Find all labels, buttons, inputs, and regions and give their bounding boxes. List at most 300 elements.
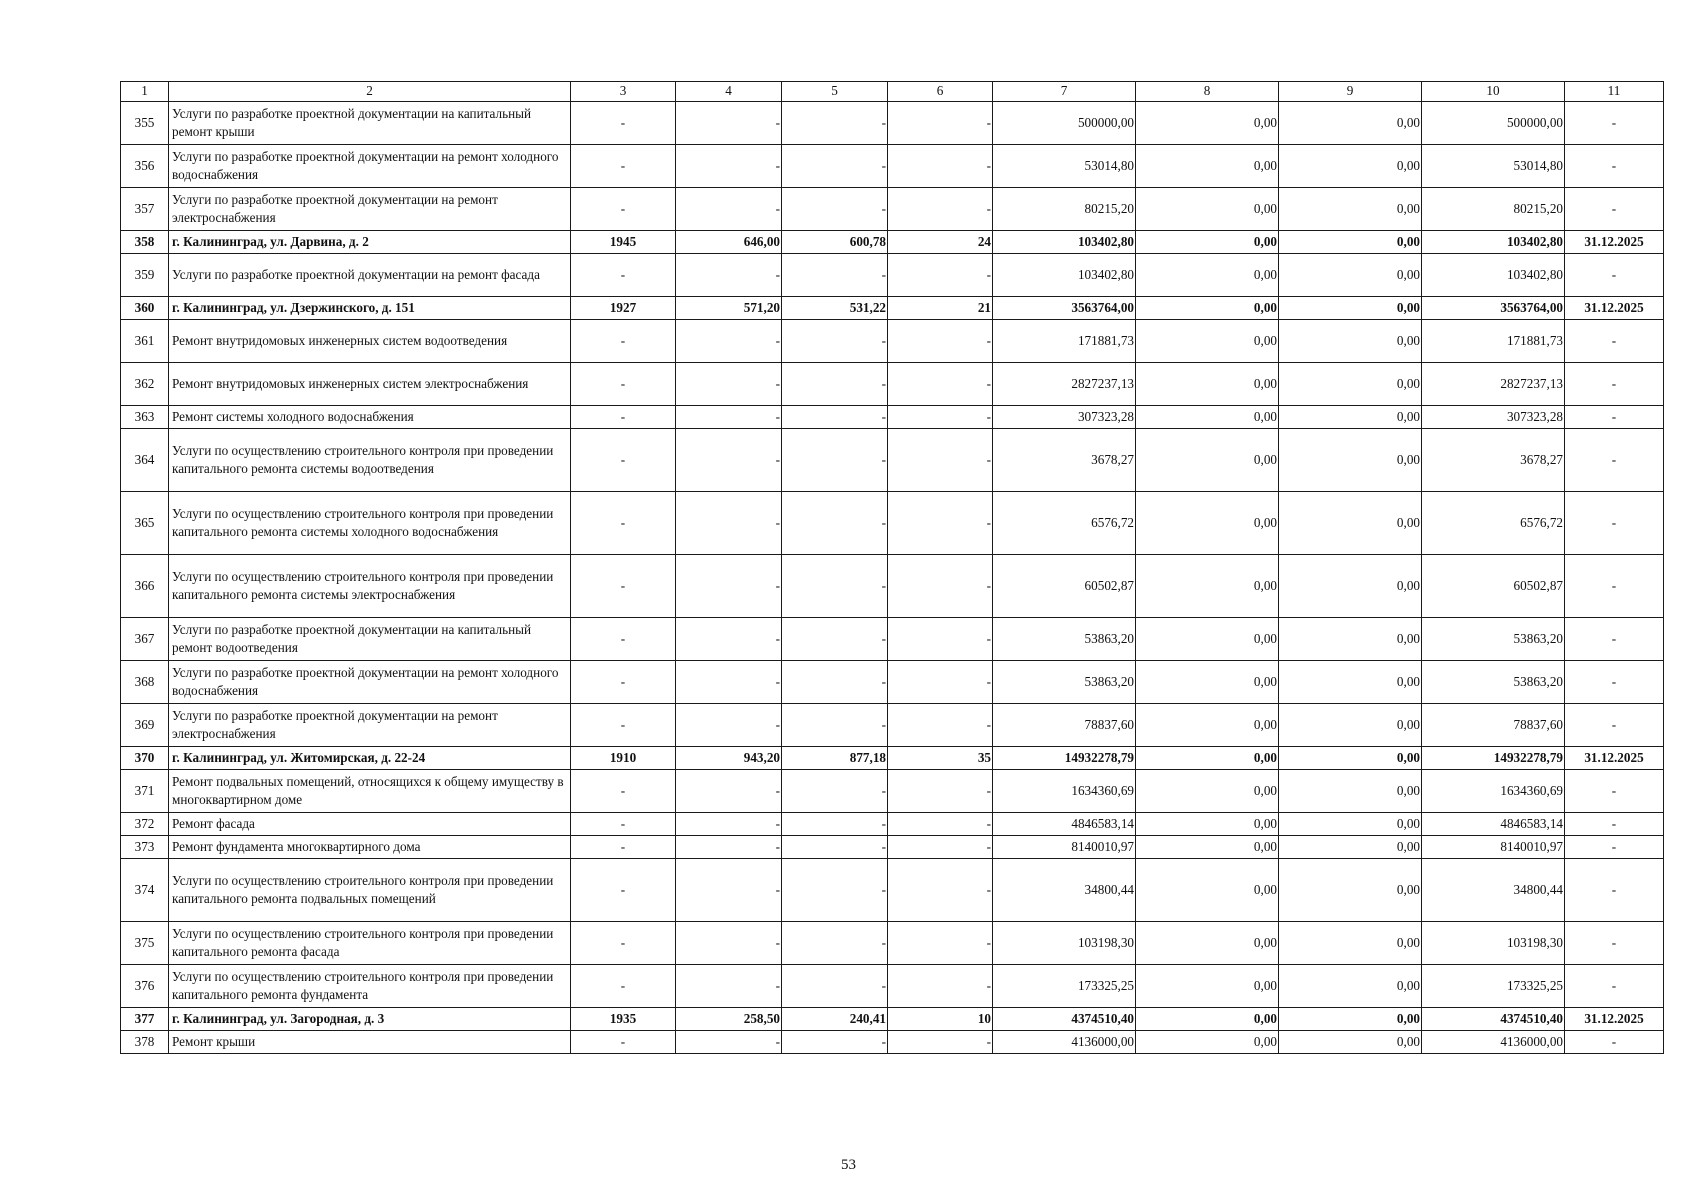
deadline-cell: 31.12.2025 xyxy=(1565,1008,1664,1031)
residents-count-cell: - xyxy=(888,145,993,188)
work-description: Ремонт системы холодного водоснабжения xyxy=(169,406,571,429)
total-cost-cell: 4374510,40 xyxy=(993,1008,1136,1031)
budget-cost-cell: 0,00 xyxy=(1279,254,1422,297)
living-area-cell: - xyxy=(782,492,888,555)
work-description: Ремонт фундамента многоквартирного дома xyxy=(169,836,571,859)
owners-cost-cell: 78837,60 xyxy=(1422,704,1565,747)
work-description: Ремонт внутридомовых инженерных систем водоотведения xyxy=(169,320,571,363)
budget-cost-cell: 0,00 xyxy=(1279,661,1422,704)
living-area-cell: 531,22 xyxy=(782,297,888,320)
living-area-cell: - xyxy=(782,102,888,145)
residents-count-cell: - xyxy=(888,363,993,406)
owners-cost-cell: 171881,73 xyxy=(1422,320,1565,363)
residents-count-cell: 24 xyxy=(888,231,993,254)
budget-cost-cell: 0,00 xyxy=(1279,188,1422,231)
budget-cost-cell: 0,00 xyxy=(1279,922,1422,965)
living-area-cell: 600,78 xyxy=(782,231,888,254)
deadline-cell: - xyxy=(1565,618,1664,661)
year-built-cell: - xyxy=(571,922,676,965)
work-description: г. Калининград, ул. Загородная, д. 3 xyxy=(169,1008,571,1031)
residents-count-cell: - xyxy=(888,836,993,859)
year-built-cell: - xyxy=(571,859,676,922)
living-area-cell: - xyxy=(782,254,888,297)
work-row xyxy=(121,836,1664,859)
living-area-cell: - xyxy=(782,661,888,704)
year-built-cell: - xyxy=(571,363,676,406)
total-cost-cell: 3563764,00 xyxy=(993,297,1136,320)
total-cost-cell: 6576,72 xyxy=(993,492,1136,555)
budget-cost-cell: 0,00 xyxy=(1279,704,1422,747)
residents-count-cell: - xyxy=(888,406,993,429)
total-cost-cell: 173325,25 xyxy=(993,965,1136,1008)
work-row xyxy=(121,922,1664,965)
budget-cost-cell: 0,00 xyxy=(1279,320,1422,363)
address-row xyxy=(121,231,1664,254)
row-number: 356 xyxy=(121,145,169,188)
budget-cost-cell: 0,00 xyxy=(1279,145,1422,188)
fund-cost-cell: 0,00 xyxy=(1136,363,1279,406)
work-description: Ремонт внутридомовых инженерных систем электроснабжения xyxy=(169,363,571,406)
work-description: Ремонт фасада xyxy=(169,813,571,836)
residents-count-cell: 21 xyxy=(888,297,993,320)
fund-cost-cell: 0,00 xyxy=(1136,661,1279,704)
living-area-cell: - xyxy=(782,188,888,231)
year-built-cell: - xyxy=(571,188,676,231)
residents-count-cell: 10 xyxy=(888,1008,993,1031)
budget-cost-cell: 0,00 xyxy=(1279,747,1422,770)
work-description: Услуги по разработке проектной документации на ремонт фасада xyxy=(169,254,571,297)
column-number: 5 xyxy=(782,82,888,102)
row-number: 375 xyxy=(121,922,169,965)
work-description: г. Калининград, ул. Дарвина, д. 2 xyxy=(169,231,571,254)
owners-cost-cell: 103402,80 xyxy=(1422,231,1565,254)
budget-cost-cell: 0,00 xyxy=(1279,1008,1422,1031)
deadline-cell: - xyxy=(1565,429,1664,492)
budget-cost-cell: 0,00 xyxy=(1279,813,1422,836)
total-cost-cell: 4846583,14 xyxy=(993,813,1136,836)
work-row xyxy=(121,813,1664,836)
fund-cost-cell: 0,00 xyxy=(1136,1008,1279,1031)
total-area-cell: - xyxy=(676,965,782,1008)
year-built-cell: - xyxy=(571,618,676,661)
deadline-cell: - xyxy=(1565,145,1664,188)
row-number: 366 xyxy=(121,555,169,618)
year-built-cell: - xyxy=(571,836,676,859)
total-area-cell: - xyxy=(676,704,782,747)
total-cost-cell: 60502,87 xyxy=(993,555,1136,618)
year-built-cell: - xyxy=(571,145,676,188)
living-area-cell: - xyxy=(782,406,888,429)
total-area-cell: - xyxy=(676,429,782,492)
deadline-cell: - xyxy=(1565,492,1664,555)
fund-cost-cell: 0,00 xyxy=(1136,770,1279,813)
total-area-cell: 258,50 xyxy=(676,1008,782,1031)
year-built-cell: 1927 xyxy=(571,297,676,320)
total-area-cell: 571,20 xyxy=(676,297,782,320)
total-cost-cell: 3678,27 xyxy=(993,429,1136,492)
total-cost-cell: 53014,80 xyxy=(993,145,1136,188)
total-cost-cell: 8140010,97 xyxy=(993,836,1136,859)
deadline-cell: - xyxy=(1565,555,1664,618)
residents-count-cell: - xyxy=(888,922,993,965)
total-area-cell: 943,20 xyxy=(676,747,782,770)
work-description: Ремонт подвальных помещений, относящихся к общему имуществу в многоквартирном доме xyxy=(169,770,571,813)
owners-cost-cell: 103198,30 xyxy=(1422,922,1565,965)
year-built-cell: - xyxy=(571,813,676,836)
deadline-cell: - xyxy=(1565,836,1664,859)
total-area-cell: - xyxy=(676,836,782,859)
work-description: Услуги по осуществлению строительного контроля при проведении капитального ремонта фасада xyxy=(169,922,571,965)
living-area-cell: - xyxy=(782,770,888,813)
deadline-cell: - xyxy=(1565,363,1664,406)
row-number: 373 xyxy=(121,836,169,859)
fund-cost-cell: 0,00 xyxy=(1136,231,1279,254)
total-cost-cell: 80215,20 xyxy=(993,188,1136,231)
row-number: 364 xyxy=(121,429,169,492)
year-built-cell: - xyxy=(571,661,676,704)
total-cost-cell: 171881,73 xyxy=(993,320,1136,363)
owners-cost-cell: 4136000,00 xyxy=(1422,1031,1565,1054)
owners-cost-cell: 1634360,69 xyxy=(1422,770,1565,813)
total-area-cell: - xyxy=(676,859,782,922)
deadline-cell: 31.12.2025 xyxy=(1565,231,1664,254)
total-cost-cell: 1634360,69 xyxy=(993,770,1136,813)
work-row xyxy=(121,704,1664,747)
fund-cost-cell: 0,00 xyxy=(1136,145,1279,188)
total-area-cell: - xyxy=(676,770,782,813)
deadline-cell: - xyxy=(1565,406,1664,429)
total-cost-cell: 500000,00 xyxy=(993,102,1136,145)
budget-cost-cell: 0,00 xyxy=(1279,297,1422,320)
fund-cost-cell: 0,00 xyxy=(1136,704,1279,747)
total-area-cell: - xyxy=(676,254,782,297)
fund-cost-cell: 0,00 xyxy=(1136,859,1279,922)
owners-cost-cell: 53863,20 xyxy=(1422,661,1565,704)
address-row xyxy=(121,747,1664,770)
budget-cost-cell: 0,00 xyxy=(1279,231,1422,254)
deadline-cell: - xyxy=(1565,965,1664,1008)
column-number: 2 xyxy=(169,82,571,102)
year-built-cell: - xyxy=(571,1031,676,1054)
fund-cost-cell: 0,00 xyxy=(1136,813,1279,836)
fund-cost-cell: 0,00 xyxy=(1136,254,1279,297)
owners-cost-cell: 60502,87 xyxy=(1422,555,1565,618)
deadline-cell: - xyxy=(1565,813,1664,836)
fund-cost-cell: 0,00 xyxy=(1136,965,1279,1008)
work-description: Услуги по разработке проектной документации на ремонт холодного водоснабжения xyxy=(169,661,571,704)
row-number: 362 xyxy=(121,363,169,406)
year-built-cell: - xyxy=(571,770,676,813)
fund-cost-cell: 0,00 xyxy=(1136,922,1279,965)
work-row xyxy=(121,188,1664,231)
year-built-cell: 1910 xyxy=(571,747,676,770)
work-row xyxy=(121,320,1664,363)
deadline-cell: - xyxy=(1565,102,1664,145)
residents-count-cell: - xyxy=(888,1031,993,1054)
work-row xyxy=(121,555,1664,618)
owners-cost-cell: 3678,27 xyxy=(1422,429,1565,492)
total-cost-cell: 307323,28 xyxy=(993,406,1136,429)
work-row xyxy=(121,145,1664,188)
total-area-cell: - xyxy=(676,922,782,965)
row-number: 368 xyxy=(121,661,169,704)
owners-cost-cell: 80215,20 xyxy=(1422,188,1565,231)
residents-count-cell: - xyxy=(888,965,993,1008)
work-description: Услуги по осуществлению строительного контроля при проведении капитального ремонта подвальных помещений xyxy=(169,859,571,922)
total-cost-cell: 103402,80 xyxy=(993,254,1136,297)
budget-cost-cell: 0,00 xyxy=(1279,618,1422,661)
address-row xyxy=(121,297,1664,320)
page-number: 53 xyxy=(841,1157,856,1173)
total-area-cell: - xyxy=(676,492,782,555)
living-area-cell: - xyxy=(782,1031,888,1054)
year-built-cell: - xyxy=(571,429,676,492)
row-number: 360 xyxy=(121,297,169,320)
total-cost-cell: 53863,20 xyxy=(993,661,1136,704)
residents-count-cell: - xyxy=(888,661,993,704)
living-area-cell: - xyxy=(782,965,888,1008)
owners-cost-cell: 173325,25 xyxy=(1422,965,1565,1008)
residents-count-cell: - xyxy=(888,555,993,618)
residents-count-cell: - xyxy=(888,704,993,747)
fund-cost-cell: 0,00 xyxy=(1136,747,1279,770)
year-built-cell: - xyxy=(571,555,676,618)
row-number: 370 xyxy=(121,747,169,770)
column-number: 10 xyxy=(1422,82,1565,102)
work-description: Услуги по осуществлению строительного контроля при проведении капитального ремонта системы холодного водоснабжения xyxy=(169,492,571,555)
residents-count-cell: - xyxy=(888,102,993,145)
living-area-cell: - xyxy=(782,363,888,406)
owners-cost-cell: 4374510,40 xyxy=(1422,1008,1565,1031)
residents-count-cell: - xyxy=(888,813,993,836)
budget-cost-cell: 0,00 xyxy=(1279,406,1422,429)
work-row xyxy=(121,102,1664,145)
residents-count-cell: - xyxy=(888,320,993,363)
residents-count-cell: 35 xyxy=(888,747,993,770)
row-number: 367 xyxy=(121,618,169,661)
total-area-cell: - xyxy=(676,102,782,145)
residents-count-cell: - xyxy=(888,429,993,492)
residents-count-cell: - xyxy=(888,188,993,231)
fund-cost-cell: 0,00 xyxy=(1136,102,1279,145)
row-number: 376 xyxy=(121,965,169,1008)
work-row xyxy=(121,429,1664,492)
residents-count-cell: - xyxy=(888,770,993,813)
work-row xyxy=(121,859,1664,922)
budget-cost-cell: 0,00 xyxy=(1279,859,1422,922)
fund-cost-cell: 0,00 xyxy=(1136,492,1279,555)
fund-cost-cell: 0,00 xyxy=(1136,188,1279,231)
work-description: г. Калининград, ул. Дзержинского, д. 151 xyxy=(169,297,571,320)
repair-program-table xyxy=(120,81,1664,1054)
budget-cost-cell: 0,00 xyxy=(1279,492,1422,555)
column-number: 7 xyxy=(993,82,1136,102)
row-number: 358 xyxy=(121,231,169,254)
budget-cost-cell: 0,00 xyxy=(1279,102,1422,145)
total-cost-cell: 4136000,00 xyxy=(993,1031,1136,1054)
year-built-cell: 1945 xyxy=(571,231,676,254)
living-area-cell: 240,41 xyxy=(782,1008,888,1031)
row-number: 378 xyxy=(121,1031,169,1054)
work-row xyxy=(121,1031,1664,1054)
total-cost-cell: 14932278,79 xyxy=(993,747,1136,770)
residents-count-cell: - xyxy=(888,492,993,555)
total-area-cell: 646,00 xyxy=(676,231,782,254)
row-number: 357 xyxy=(121,188,169,231)
work-row xyxy=(121,406,1664,429)
row-number: 359 xyxy=(121,254,169,297)
row-number: 371 xyxy=(121,770,169,813)
budget-cost-cell: 0,00 xyxy=(1279,363,1422,406)
column-number: 11 xyxy=(1565,82,1664,102)
work-row xyxy=(121,492,1664,555)
living-area-cell: - xyxy=(782,320,888,363)
living-area-cell: - xyxy=(782,836,888,859)
living-area-cell: - xyxy=(782,618,888,661)
owners-cost-cell: 500000,00 xyxy=(1422,102,1565,145)
deadline-cell: - xyxy=(1565,770,1664,813)
work-row xyxy=(121,618,1664,661)
deadline-cell: - xyxy=(1565,320,1664,363)
owners-cost-cell: 307323,28 xyxy=(1422,406,1565,429)
living-area-cell: - xyxy=(782,859,888,922)
deadline-cell: 31.12.2025 xyxy=(1565,747,1664,770)
work-row xyxy=(121,661,1664,704)
column-number: 6 xyxy=(888,82,993,102)
work-description: Услуги по разработке проектной документации на ремонт электроснабжения xyxy=(169,704,571,747)
total-cost-cell: 34800,44 xyxy=(993,859,1136,922)
column-number-row xyxy=(121,82,1664,102)
owners-cost-cell: 2827237,13 xyxy=(1422,363,1565,406)
deadline-cell: - xyxy=(1565,859,1664,922)
total-area-cell: - xyxy=(676,661,782,704)
residents-count-cell: - xyxy=(888,254,993,297)
fund-cost-cell: 0,00 xyxy=(1136,406,1279,429)
year-built-cell: - xyxy=(571,492,676,555)
fund-cost-cell: 0,00 xyxy=(1136,1031,1279,1054)
owners-cost-cell: 14932278,79 xyxy=(1422,747,1565,770)
total-area-cell: - xyxy=(676,555,782,618)
total-area-cell: - xyxy=(676,320,782,363)
row-number: 377 xyxy=(121,1008,169,1031)
column-number: 4 xyxy=(676,82,782,102)
row-number: 361 xyxy=(121,320,169,363)
work-description: Услуги по разработке проектной документации на капитальный ремонт водоотведения xyxy=(169,618,571,661)
year-built-cell: - xyxy=(571,254,676,297)
total-cost-cell: 78837,60 xyxy=(993,704,1136,747)
column-number: 8 xyxy=(1136,82,1279,102)
work-row xyxy=(121,254,1664,297)
deadline-cell: - xyxy=(1565,254,1664,297)
work-row xyxy=(121,965,1664,1008)
living-area-cell: - xyxy=(782,813,888,836)
row-number: 355 xyxy=(121,102,169,145)
owners-cost-cell: 4846583,14 xyxy=(1422,813,1565,836)
total-cost-cell: 2827237,13 xyxy=(993,363,1136,406)
living-area-cell: 877,18 xyxy=(782,747,888,770)
deadline-cell: - xyxy=(1565,661,1664,704)
row-number: 372 xyxy=(121,813,169,836)
work-description: г. Калининград, ул. Житомирская, д. 22-24 xyxy=(169,747,571,770)
total-area-cell: - xyxy=(676,813,782,836)
total-area-cell: - xyxy=(676,363,782,406)
row-number: 374 xyxy=(121,859,169,922)
work-description: Ремонт крыши xyxy=(169,1031,571,1054)
address-row xyxy=(121,1008,1664,1031)
fund-cost-cell: 0,00 xyxy=(1136,320,1279,363)
living-area-cell: - xyxy=(782,429,888,492)
living-area-cell: - xyxy=(782,704,888,747)
column-number: 3 xyxy=(571,82,676,102)
fund-cost-cell: 0,00 xyxy=(1136,836,1279,859)
total-area-cell: - xyxy=(676,406,782,429)
year-built-cell: - xyxy=(571,704,676,747)
living-area-cell: - xyxy=(782,555,888,618)
owners-cost-cell: 6576,72 xyxy=(1422,492,1565,555)
work-description: Услуги по разработке проектной документации на капитальный ремонт крыши xyxy=(169,102,571,145)
deadline-cell: - xyxy=(1565,1031,1664,1054)
budget-cost-cell: 0,00 xyxy=(1279,836,1422,859)
year-built-cell: - xyxy=(571,965,676,1008)
total-cost-cell: 53863,20 xyxy=(993,618,1136,661)
total-area-cell: - xyxy=(676,1031,782,1054)
total-area-cell: - xyxy=(676,188,782,231)
year-built-cell: - xyxy=(571,102,676,145)
fund-cost-cell: 0,00 xyxy=(1136,429,1279,492)
owners-cost-cell: 103402,80 xyxy=(1422,254,1565,297)
year-built-cell: - xyxy=(571,406,676,429)
living-area-cell: - xyxy=(782,145,888,188)
deadline-cell: - xyxy=(1565,188,1664,231)
year-built-cell: 1935 xyxy=(571,1008,676,1031)
fund-cost-cell: 0,00 xyxy=(1136,555,1279,618)
deadline-cell: 31.12.2025 xyxy=(1565,297,1664,320)
work-description: Услуги по разработке проектной документации на ремонт холодного водоснабжения xyxy=(169,145,571,188)
total-cost-cell: 103198,30 xyxy=(993,922,1136,965)
budget-cost-cell: 0,00 xyxy=(1279,429,1422,492)
work-row xyxy=(121,770,1664,813)
owners-cost-cell: 53863,20 xyxy=(1422,618,1565,661)
row-number: 369 xyxy=(121,704,169,747)
budget-cost-cell: 0,00 xyxy=(1279,1031,1422,1054)
residents-count-cell: - xyxy=(888,618,993,661)
deadline-cell: - xyxy=(1565,922,1664,965)
total-area-cell: - xyxy=(676,145,782,188)
work-description: Услуги по разработке проектной документации на ремонт электроснабжения xyxy=(169,188,571,231)
row-number: 365 xyxy=(121,492,169,555)
owners-cost-cell: 34800,44 xyxy=(1422,859,1565,922)
work-description: Услуги по осуществлению строительного контроля при проведении капитального ремонта системы водоотведения xyxy=(169,429,571,492)
year-built-cell: - xyxy=(571,320,676,363)
owners-cost-cell: 53014,80 xyxy=(1422,145,1565,188)
fund-cost-cell: 0,00 xyxy=(1136,297,1279,320)
column-number: 1 xyxy=(121,82,169,102)
budget-cost-cell: 0,00 xyxy=(1279,965,1422,1008)
residents-count-cell: - xyxy=(888,859,993,922)
budget-cost-cell: 0,00 xyxy=(1279,770,1422,813)
work-description: Услуги по осуществлению строительного контроля при проведении капитального ремонта фундамента xyxy=(169,965,571,1008)
work-row xyxy=(121,363,1664,406)
total-cost-cell: 103402,80 xyxy=(993,231,1136,254)
living-area-cell: - xyxy=(782,922,888,965)
column-number: 9 xyxy=(1279,82,1422,102)
deadline-cell: - xyxy=(1565,704,1664,747)
work-description: Услуги по осуществлению строительного контроля при проведении капитального ремонта системы электроснабжения xyxy=(169,555,571,618)
total-area-cell: - xyxy=(676,618,782,661)
fund-cost-cell: 0,00 xyxy=(1136,618,1279,661)
budget-cost-cell: 0,00 xyxy=(1279,555,1422,618)
row-number: 363 xyxy=(121,406,169,429)
